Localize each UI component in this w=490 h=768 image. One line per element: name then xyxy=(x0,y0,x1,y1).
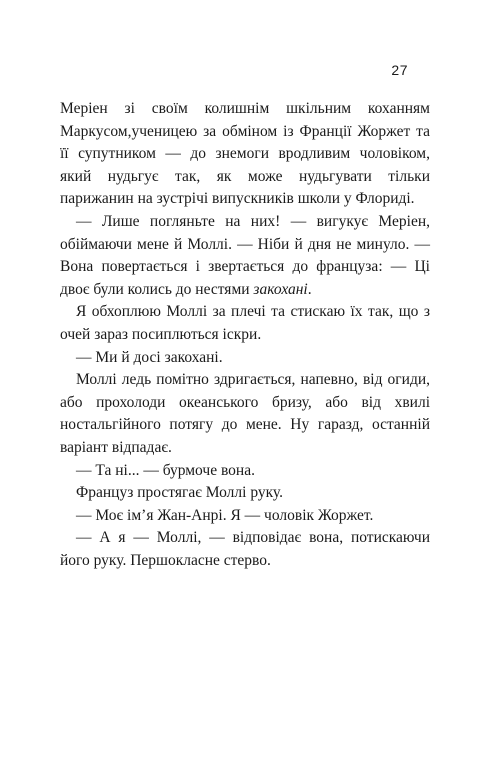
text-run: — А я — Моллі, — відповідає вона, потискаючи його руку. Першокласне стерво. xyxy=(60,529,430,569)
paragraph xyxy=(60,460,430,483)
page-number: 27 xyxy=(391,62,408,78)
text-run: Меріен зі своїм колишнім шкільним коханням Маркусом,ученицею за обміном із Франції Жоржет та її супутником — до знемоги вродливим чоловіком, який нудьгує так, як може нудьгувати тільки парижанин на зустрічі випускників школи у Флориді. xyxy=(60,100,430,208)
text-run: Моллі ледь помітно здригається, напевно, від огиди, або прохолоди океанського бризу, або від хвилі ностальгійного потягу до мене. Ну гаразд, останній варіант відпадає. xyxy=(60,371,430,456)
body-text xyxy=(60,98,430,572)
paragraph xyxy=(60,301,430,346)
text-run: . xyxy=(307,280,312,298)
paragraph xyxy=(60,98,430,211)
paragraph xyxy=(60,527,430,572)
text-run: Я обхоплюю Моллі за плечі та стискаю їх так, що з очей зараз посиплються іскри. xyxy=(60,303,430,343)
paragraph xyxy=(60,211,430,301)
paragraph xyxy=(60,505,430,528)
text-run: Француз простягає Моллі руку. xyxy=(76,484,284,502)
text-run: — Лише погляньте на них! — вигукує Меріен, обіймаючи мене й Моллі. — Ніби й дня не минуло. — Вона повертається і звертається до француза: — Ці двоє були колись до нестями xyxy=(60,212,430,298)
paragraph xyxy=(60,482,430,505)
text-run: — Та ні... — бурмоче вона. xyxy=(76,461,255,479)
text-run: — Ми й досі закохані. xyxy=(76,348,223,366)
paragraph xyxy=(60,369,430,459)
text-run: — Моє ім’я Жан-Анрі. Я — чоловік Жоржет. xyxy=(76,506,374,524)
italic-text-run: закохані xyxy=(253,280,308,298)
paragraph xyxy=(60,347,430,370)
